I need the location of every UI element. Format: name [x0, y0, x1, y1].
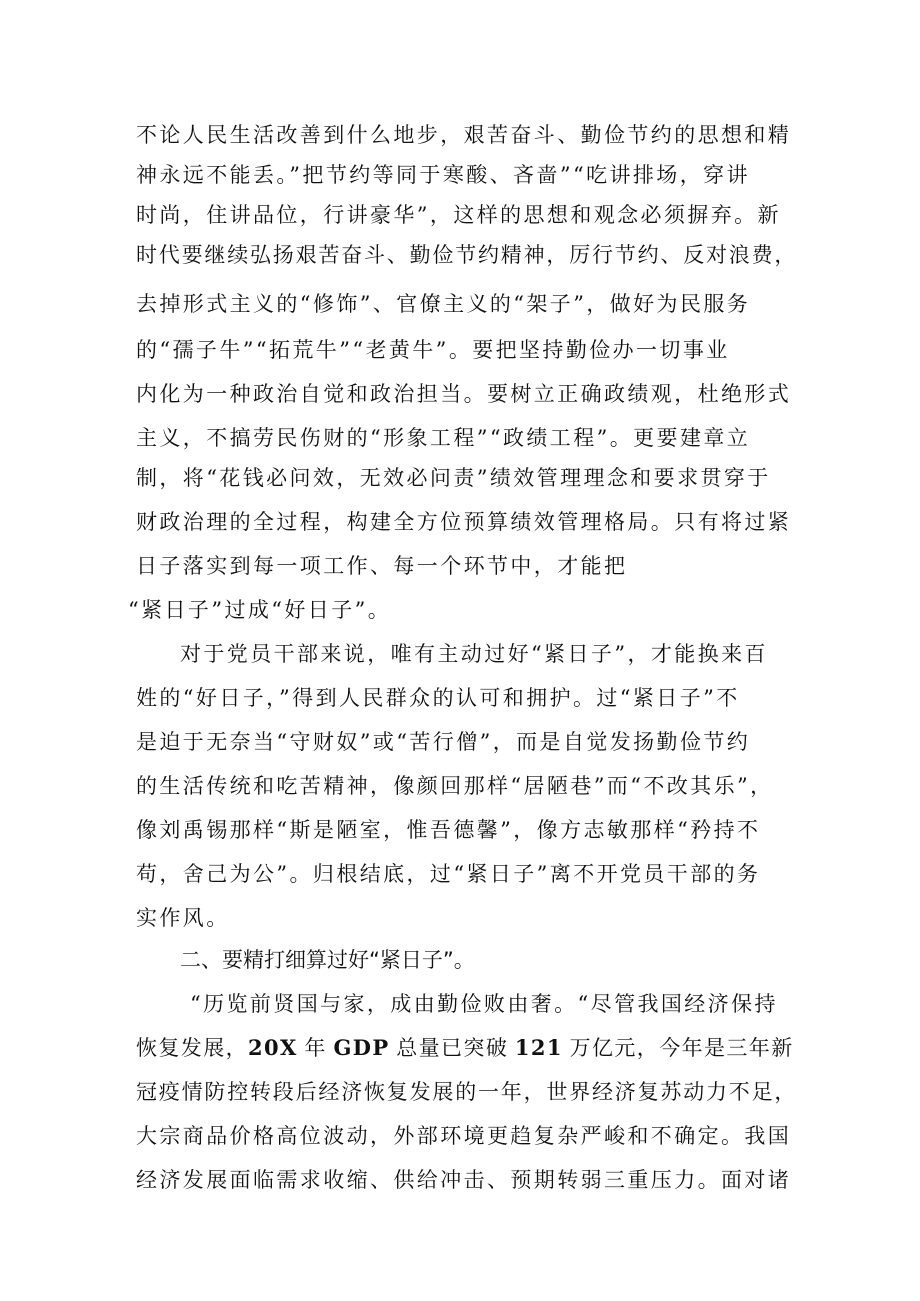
gdp-label: GDP	[333, 1035, 390, 1060]
paragraph-line: 实作风。	[136, 906, 230, 930]
paragraph-line: 制，将“花钱必问效，无效必问责”绩效管理理念和要求贯穿于	[136, 466, 771, 490]
paragraph-line: 内化为一种政治自觉和政治担当。要树立正确政绩观，杜绝形式	[136, 382, 792, 406]
section-heading: 二、要精打细算过好“紧日子”。	[180, 948, 475, 972]
year-value: 20X	[248, 1035, 298, 1060]
paragraph-line: 冠疫情防控转段后经济恢复发展的一年，世界经济复苏动力不足，	[136, 1080, 798, 1104]
paragraph-line: 像刘禹锡那样“斯是陋室，惟吾德馨”，像方志敏那样“矜持不	[136, 818, 761, 842]
gdp-value: 121	[514, 1035, 563, 1060]
text-segment: 万亿元，今年是三年新	[569, 1036, 794, 1060]
text-segment: 恢复发展，	[136, 1036, 248, 1060]
paragraph-line: 去掉形式主义的“修饰”、官僚主义的“架子”，做好为民服务	[136, 292, 751, 316]
paragraph-line: 主义，不搞劳民伤财的“形象工程”“政绩工程”。更要建章立	[136, 426, 751, 450]
paragraph-line: 不论人民生活改善到什么地步，艰苦奋斗、勤俭节约的思想和精	[136, 123, 792, 147]
paragraph-line: 时代要继续弘扬艰苦奋斗、勤俭节约精神，厉行节约、反对浪费，	[136, 243, 798, 267]
paragraph-line: 财政治理的全过程，构建全方位预算绩效管理格局。只有将过紧	[136, 510, 792, 534]
text-segment: 总量已突破	[396, 1036, 509, 1060]
paragraph-line-mixed	[136, 1034, 794, 1062]
paragraph-line: 大宗商品价格高位波动，外部环境更趋复杂严峻和不确定。我国	[136, 1124, 792, 1148]
paragraph-line: 神永远不能丢。”把节约等同于寒酸、吝啬”“吃讲排场，穿讲	[136, 163, 750, 187]
text-segment: 年	[304, 1036, 327, 1060]
paragraph-line: 经济发展面临需求收缩、供给冲击、预期转弱三重压力。面对诸	[136, 1168, 792, 1192]
paragraph-line: 日子落实到每一项工作、每一个环节中，才能把	[136, 554, 628, 578]
paragraph-line: 的生活传统和吃苦精神，像颜回那样“居陋巷”而“不改其乐”，	[136, 774, 774, 798]
paragraph-line: “紧日子”过成“好日子”。	[128, 598, 392, 622]
paragraph-line: “历览前贤国与家，成由勤俭败由奢。“尽管我国经济保持	[190, 992, 778, 1016]
paragraph-line: 的“孺子牛”“拓荒牛”“老黄牛”。要把坚持勤俭办一切事业	[136, 338, 730, 362]
paragraph-line: 姓的“好日子，”得到人民群众的认可和拥护。过“紧日子”不	[136, 686, 740, 710]
paragraph-line: 对于党员干部来说，唯有主动过好“紧日子”，才能换来百	[180, 642, 768, 666]
paragraph-line: 是迫于无奈当“守财奴”或“苦行僧”，而是自觉发扬勤俭节约	[136, 730, 751, 754]
paragraph-line: 苟，舍己为公”。归根结底，过“紧日子”离不开党员干部的务	[136, 862, 761, 886]
paragraph-line: 时尚，住讲品位，行讲豪华”，这样的思想和观念必须摒弃。新	[136, 203, 781, 227]
